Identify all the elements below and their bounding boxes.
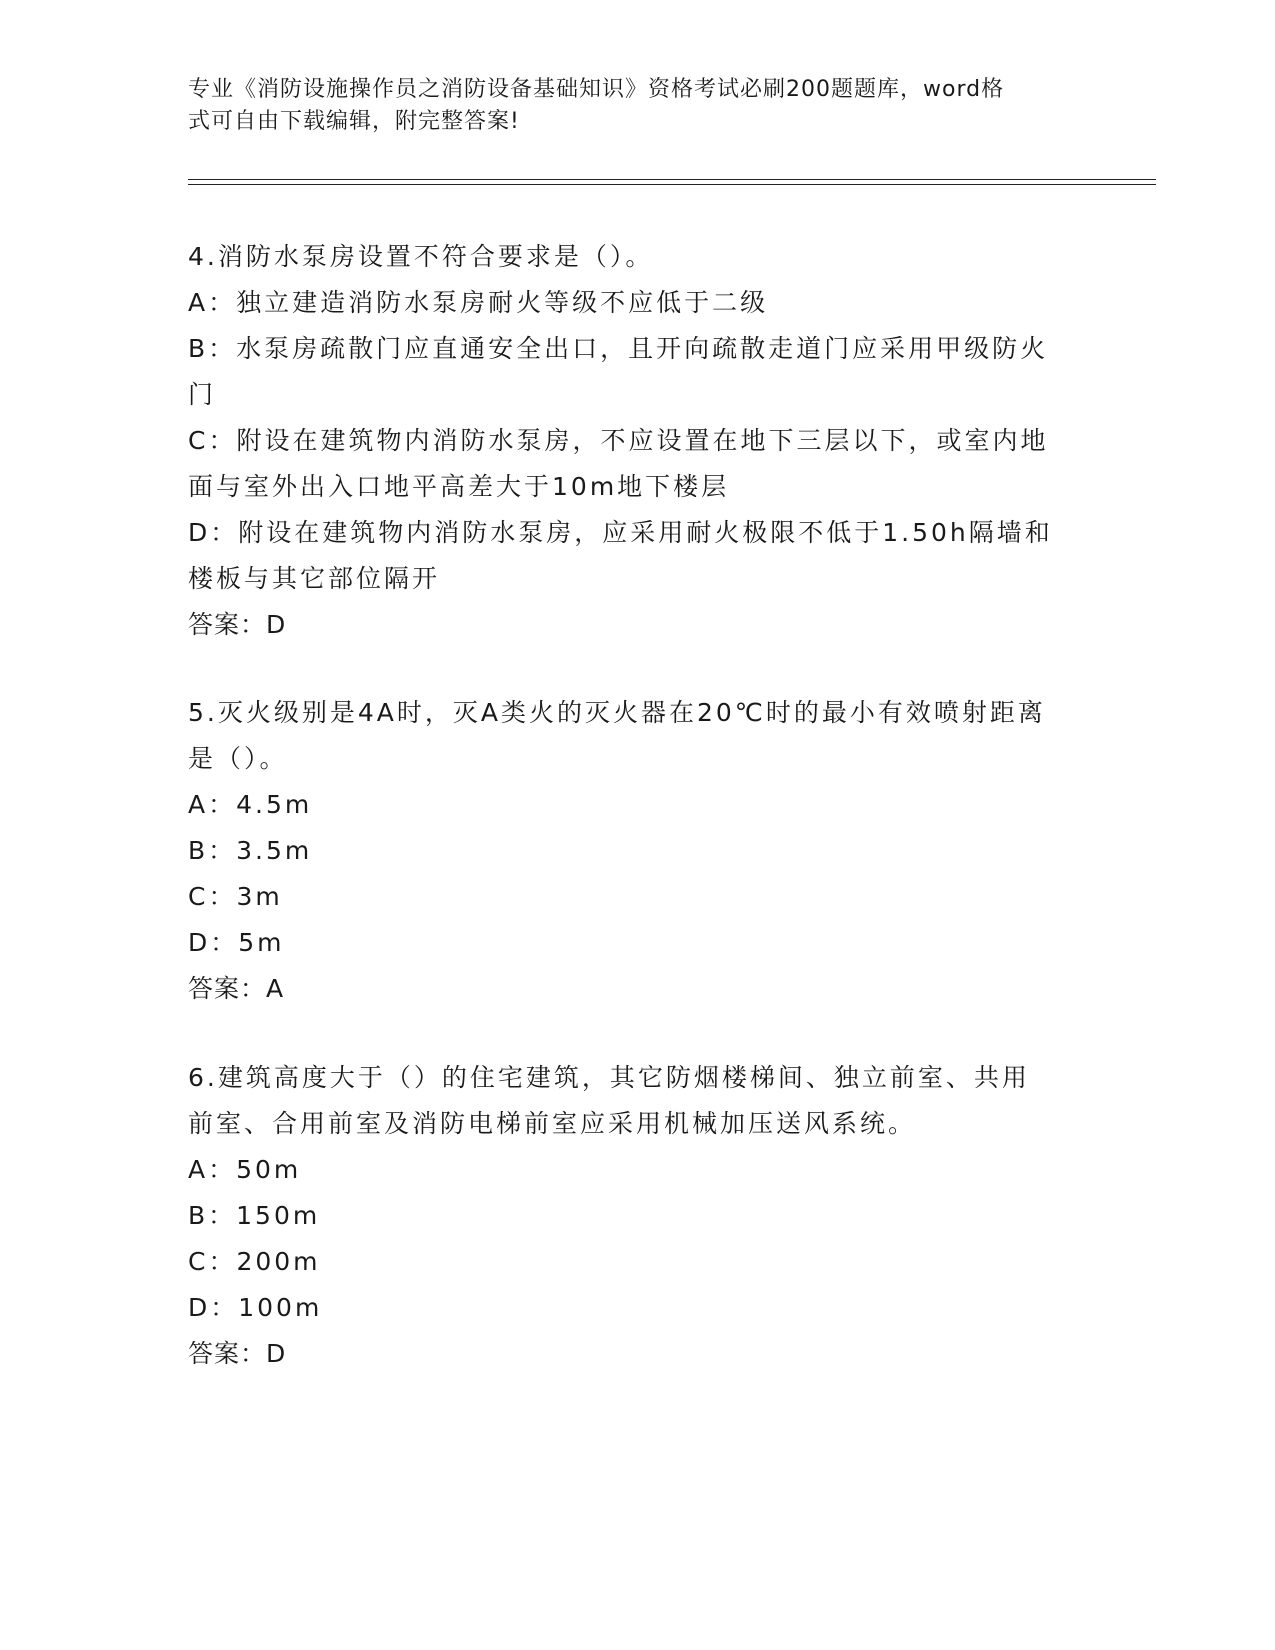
question-5 bbox=[188, 690, 1088, 1012]
question-5-stem: 5.灭火级别是4A时，灭A类火的灭火器在20℃时的最小有效喷射距离 bbox=[188, 698, 1046, 727]
question-6-option-b: B：150m bbox=[188, 1201, 321, 1230]
question-6-stem: 6.建筑高度大于（）的住宅建筑，其它防烟楼梯间、独立前室、共用 bbox=[188, 1063, 1030, 1092]
question-5-option-c: C：3m bbox=[188, 882, 283, 911]
question-5-stem-cont: 是（）。 bbox=[188, 744, 288, 773]
question-5-option-b: B：3.5m bbox=[188, 836, 313, 865]
question-6-option-a: A：50m bbox=[188, 1155, 302, 1184]
question-6-stem-cont: 前室、合用前室及消防电梯前室应采用机械加压送风系统。 bbox=[188, 1109, 917, 1138]
question-6 bbox=[188, 1055, 1088, 1377]
document-header bbox=[188, 74, 1068, 138]
header-line-1: 专业《消防设施操作员之消防设备基础知识》资格考试必刷200题题库，word格 bbox=[188, 77, 1005, 102]
question-4 bbox=[188, 234, 1088, 648]
header-line-2: 式可自由下载编辑，附完整答案! bbox=[188, 109, 520, 134]
question-4-option-d: D：附设在建筑物内消防水泵房，应采用耐火极限不低于1.50h隔墙和 bbox=[188, 518, 1053, 547]
question-4-option-a: A：独立建造消防水泵房耐火等级不应低于二级 bbox=[188, 288, 769, 317]
question-4-option-b-cont: 门 bbox=[188, 380, 217, 409]
question-6-option-c: C：200m bbox=[188, 1247, 321, 1276]
question-5-option-a: A：4.5m bbox=[188, 790, 313, 819]
question-6-answer: 答案：D bbox=[188, 1339, 287, 1368]
question-5-option-d: D：5m bbox=[188, 928, 285, 957]
question-4-option-d-cont: 楼板与其它部位隔开 bbox=[188, 564, 441, 593]
question-5-answer: 答案：A bbox=[188, 974, 285, 1003]
header-divider-bottom bbox=[188, 184, 1156, 185]
question-4-answer: 答案：D bbox=[188, 610, 287, 639]
question-6-option-d: D：100m bbox=[188, 1293, 323, 1322]
header-divider-top bbox=[188, 179, 1156, 180]
question-4-option-b: B：水泵房疏散门应直通安全出口，且开向疏散走道门应采用甲级防火 bbox=[188, 334, 1049, 363]
question-4-option-c: C：附设在建筑物内消防水泵房，不应设置在地下三层以下，或室内地 bbox=[188, 426, 1049, 455]
question-4-option-c-cont: 面与室外出入口地平高差大于10m地下楼层 bbox=[188, 472, 730, 501]
question-4-stem: 4.消防水泵房设置不符合要求是（）。 bbox=[188, 242, 654, 271]
